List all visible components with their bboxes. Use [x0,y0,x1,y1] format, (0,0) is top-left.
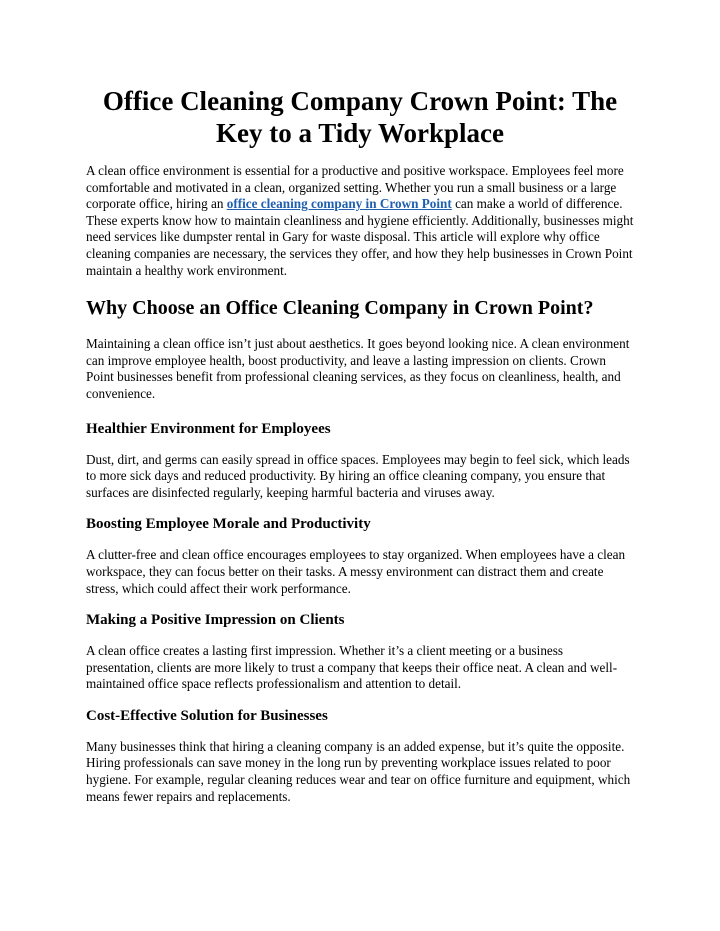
subsection-heading-cost-effective: Cost-Effective Solution for Businesses [86,707,328,724]
subsection-body-positive-impression: A clean office creates a lasting first impression. Whether it’s a client meeting or a business presentation, clients are more likely to trust a company that keeps their office neat. A clean and well-maintained office space reflects professionalism and attention to detail. [86,643,618,692]
intro-text-after-link: can make a world of difference. These experts know how to maintain cleanliness and hygiene efficiently. Additionally, businesses might need services like dumpster rental in Gary for waste disposal. This article will explore why office cleaning companies are necessary, the services they offer, and how they help businesses in Crown Point maintain a healthy work environment. [86,196,634,278]
office-cleaning-company-link[interactable]: office cleaning company in Crown Point [226,196,452,212]
section-heading-why-choose: Why Choose an Office Cleaning Company in Crown Point? [86,297,594,320]
page-title: Office Cleaning Company Crown Point: The Key to a Tidy Workplace [102,86,618,148]
intro-text-before-link: A clean office environment is essential for a productive and positive workspace. Employees feel more comfortable and motivated in a clean, organized setting. Whether you run a small business or a large corporate office, hiring an [86,163,624,212]
subsection-heading-positive-impression: Making a Positive Impression on Clients [86,612,345,629]
subsection-body-boosting-morale: A clutter-free and clean office encourages employees to stay organized. When employees have a clean workspace, they can focus better on their tasks. A messy environment can distract them and create stress, which could affect their work performance. [86,547,626,596]
intro-paragraph [86,163,634,279]
subsection-heading-healthier-environment: Healthier Environment for Employees [86,420,331,437]
subsection-body-cost-effective: Many businesses think that hiring a cleaning company is an added expense, but it’s quite the opposite. Hiring professionals can save money in the long run by preventing workplace issues related to poor hygiene. For example, regular cleaning reduces wear and tear on office furniture and equipment, which means fewer repairs and replacements. [86,738,631,804]
section-body-why-choose: Maintaining a clean office isn’t just about aesthetics. It goes beyond looking nice. A clean environment can improve employee health, boost productivity, and leave a lasting impression on clients. Crown Point businesses benefit from professional cleaning services, as they focus on cleanliness, health, and convenience. [86,336,630,401]
subsection-heading-boosting-morale: Boosting Employee Morale and Productivity [86,516,371,533]
subsection-body-healthier-environment: Dust, dirt, and germs can easily spread in office spaces. Employees may begin to feel sick, which leads to more sick days and reduced productivity. By hiring an office cleaning company, you ensure that surfaces are disinfected regularly, keeping harmful bacteria and viruses away. [86,451,630,500]
